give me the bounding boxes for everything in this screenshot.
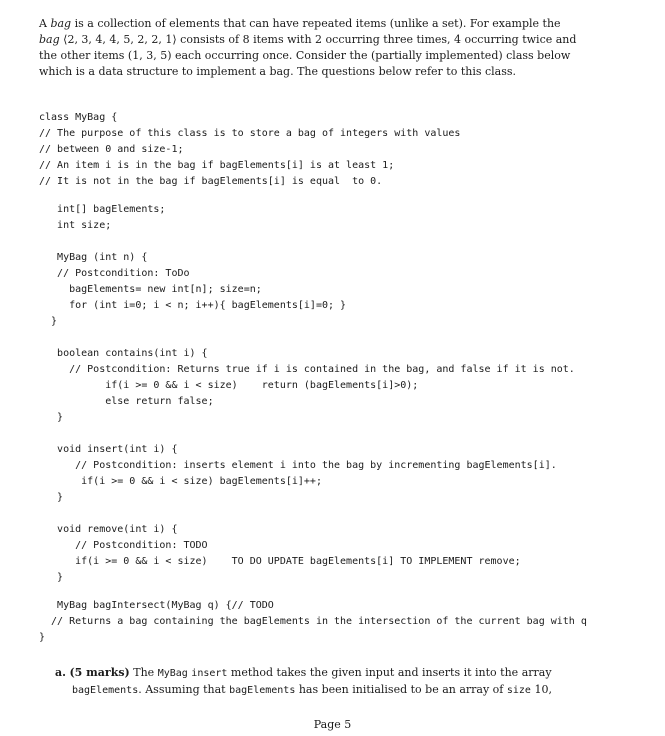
code-line: MyBag (int n) { xyxy=(39,252,148,263)
code-line: else return false; xyxy=(39,396,214,407)
code-line: // Postcondition: inserts element i into the bag by incrementing bagElements[i]. xyxy=(39,460,557,471)
question-marks: (5 marks) xyxy=(69,666,130,679)
code-line: void remove(int i) { xyxy=(39,524,178,535)
code-line: } xyxy=(39,572,64,583)
code-line: } xyxy=(39,492,64,503)
intro-line: the other items (1, 3, 5) each occurring once. Consider the (partially implemented) class below xyxy=(39,49,571,62)
code-line: } xyxy=(39,632,46,643)
code-line: // between 0 and size-1; xyxy=(39,144,184,155)
code-line: for (int i=0; i < n; i++){ bagElements[i]=0; } xyxy=(39,300,347,311)
code-line: // Postcondition: Returns true if i is contained in the bag, and false if it is not. xyxy=(39,364,575,375)
code-line: // An item i is in the bag if bagElements[i] is at least 1; xyxy=(39,160,395,171)
code-line: // It is not in the bag if bagElements[i] is equal to 0. xyxy=(39,176,383,187)
code-line: if(i >= 0 && i < size) TO DO UPDATE bagElements[i] TO IMPLEMENT remove; xyxy=(39,556,521,567)
code-line: } xyxy=(39,316,58,327)
code-line: class MyBag { xyxy=(39,112,118,123)
code-line: MyBag bagIntersect(MyBag q) {// TODO xyxy=(39,600,274,611)
intro-line: which is a data structure to implement a bag. The questions below refer to this class. xyxy=(39,65,517,78)
code-line: } xyxy=(39,412,64,423)
code-line: void insert(int i) { xyxy=(39,444,178,455)
question-line: a. (5 marks) The MyBag insert method takes the given input and inserts it into the array xyxy=(55,666,552,679)
code-line: int[] bagElements; xyxy=(39,204,166,215)
code-line: // Postcondition: ToDo xyxy=(39,268,190,279)
intro-paragraph xyxy=(39,16,639,80)
code-line: // The purpose of this class is to store a bag of integers with values xyxy=(39,128,461,139)
code-line: // Postcondition: TODO xyxy=(39,540,208,551)
question-line: bagElements. Assuming that bagElements has been initialised to be an array of size 10, xyxy=(72,683,552,696)
code-line: // Returns a bag containing the bagElements in the intersection of the current bag with q xyxy=(39,616,587,627)
code-line: if(i >= 0 && i < size) return (bagElements[i]>0); xyxy=(39,380,419,391)
page-number: Page 5 xyxy=(313,718,352,731)
code-line: int size; xyxy=(39,220,112,231)
question-a xyxy=(55,665,552,699)
code-line: bagElements= new int[n]; size=n; xyxy=(39,284,262,295)
intro-line: bag ⟨2, 3, 4, 4, 5, 2, 2, 1⟩ consists of 8 items with 2 occurring three times, 4 occurring twice and xyxy=(39,33,577,46)
intro-line: A bag is a collection of elements that can have repeated items (unlike a set). For example the xyxy=(39,17,561,30)
code-line: if(i >= 0 && i < size) bagElements[i]++; xyxy=(39,476,322,487)
code-line: boolean contains(int i) { xyxy=(39,348,208,359)
question-label: a. xyxy=(55,666,66,679)
